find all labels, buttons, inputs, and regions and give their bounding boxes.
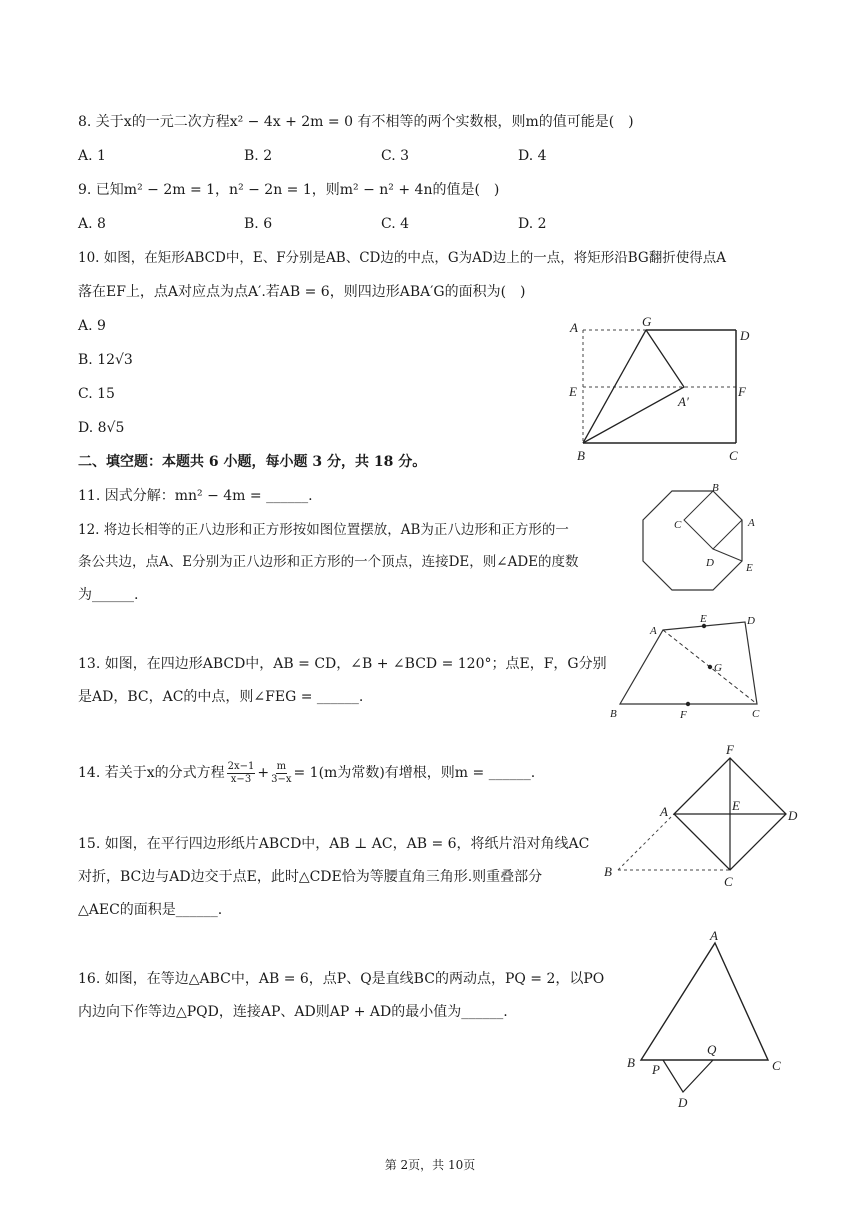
q15-label-d: D bbox=[788, 808, 798, 823]
q9-stem: 9. 已知m² − 2m = 1，n² − 2n = 1，则m² − n² + 4n的值是( ) bbox=[78, 182, 500, 198]
q8-option-a: A. 1 bbox=[78, 148, 106, 164]
q8-option-b: B. 2 bbox=[244, 148, 273, 164]
q10-label-e: E bbox=[569, 384, 577, 399]
q15-label-a: A bbox=[660, 804, 668, 819]
q16-triangle-abc bbox=[641, 943, 768, 1060]
q14-fraction-1-denominator: x−3 bbox=[230, 773, 252, 785]
q14-fraction-2 bbox=[271, 761, 291, 786]
q15-label-c: C bbox=[724, 874, 733, 889]
q14-suffix: = 1(m为常数)有增根，则m = ______. bbox=[293, 765, 536, 781]
q13-label-f: F bbox=[680, 709, 687, 721]
q13-line2: 是AD，BC，AC的中点，则∠FEG = ______. bbox=[78, 689, 364, 705]
q14-stem bbox=[78, 759, 535, 787]
q8-stem: 8. 关于x的一元二次方程x² − 4x + 2m = 0 有不相等的两个实数根，则m的值可能是( ) bbox=[78, 114, 634, 130]
q16-label-p: P bbox=[652, 1062, 660, 1077]
section-heading-fill-in: 二、填空题：本题共 6 小题，每小题 3 分，共 18 分。 bbox=[78, 454, 427, 470]
q13-label-c: C bbox=[752, 708, 760, 720]
q12-octagon bbox=[643, 491, 742, 590]
q9-option-c: C. 4 bbox=[381, 216, 410, 232]
page-number-footer: 第 2页，共 10页 bbox=[384, 1158, 476, 1172]
q12-line2: 条公共边，点A、E分别为正八边形和正方形的一个顶点，连接DE，则∠ADE的度数 bbox=[78, 554, 579, 570]
q12-line3: 为______. bbox=[78, 587, 139, 603]
q9-option-a: A. 8 bbox=[78, 216, 106, 232]
q10-label-c: C bbox=[729, 448, 738, 463]
q10-option-d: D. 8√5 bbox=[78, 420, 125, 436]
q13-label-e: E bbox=[700, 613, 707, 625]
q13-label-d: D bbox=[747, 615, 755, 627]
q13-quadrilateral-figure bbox=[600, 610, 780, 725]
q12-label-e: E bbox=[746, 562, 753, 574]
q15-label-b: B bbox=[604, 864, 612, 879]
q10-option-c: C. 15 bbox=[78, 386, 115, 402]
q10-stem-line2: 落在EF上，点A对应点为点A′.若AB = 6，则四边形ABA′G的面积为( ) bbox=[78, 284, 526, 300]
q16-triangle-figure bbox=[618, 925, 798, 1115]
q8-option-c: C. 3 bbox=[381, 148, 410, 164]
q15-label-f: F bbox=[726, 742, 734, 757]
q14-fraction-1 bbox=[227, 761, 256, 786]
q9-option-d: D. 2 bbox=[518, 216, 547, 232]
q10-label-a-prime: A′ bbox=[678, 394, 689, 409]
q13-line1: 13. 如图，在四边形ABCD中，AB = CD，∠B + ∠BCD = 120°；点E，F，G分别 bbox=[78, 656, 607, 672]
q16-triangle-pqd bbox=[663, 1060, 713, 1092]
q12-line-de bbox=[713, 549, 742, 561]
q12-label-b: B bbox=[712, 482, 719, 494]
q16-line2: 内边向下作等边△PQD，连接AP、AD则AP + AD的最小值为______. bbox=[78, 1004, 508, 1020]
q16-label-a: A bbox=[710, 928, 718, 943]
q12-label-d: D bbox=[706, 557, 714, 569]
q14-fraction-1-numerator: 2x−1 bbox=[227, 760, 255, 772]
q15-parallelogram-figure bbox=[598, 738, 804, 890]
q8-option-d: D. 4 bbox=[518, 148, 547, 164]
q14-plus: + bbox=[257, 765, 270, 781]
q13-point-g bbox=[708, 665, 712, 669]
q13-quadrilateral bbox=[620, 622, 757, 704]
q9-option-b: B. 6 bbox=[244, 216, 273, 232]
q16-label-q: Q bbox=[707, 1042, 717, 1057]
q14-prefix: 14. 若关于x的分式方程 bbox=[78, 765, 225, 781]
q15-line3: △AEC的面积是______. bbox=[78, 902, 223, 918]
q11-stem: 11. 因式分解：mn² − 4m = ______. bbox=[78, 488, 313, 504]
q10-label-a: A bbox=[570, 320, 578, 335]
q13-label-g: G bbox=[714, 662, 722, 674]
q16-label-d: D bbox=[678, 1095, 688, 1110]
q15-line2: 对折，BC边与AD边交于点E，此时△CDE恰为等腰直角三角形.则重叠部分 bbox=[78, 869, 543, 885]
q14-fraction-2-denominator: 3−x bbox=[271, 773, 292, 785]
q12-label-a: A bbox=[748, 517, 755, 529]
q14-fraction-2-numerator: m bbox=[276, 760, 287, 772]
q16-label-c: C bbox=[772, 1058, 781, 1073]
q13-point-f bbox=[686, 702, 690, 706]
q16-label-b: B bbox=[627, 1055, 635, 1070]
q12-octagon-figure bbox=[630, 480, 770, 610]
q10-label-g: G bbox=[642, 314, 652, 329]
q13-label-a: A bbox=[650, 625, 657, 637]
q16-line1: 16. 如图，在等边△ABC中，AB = 6，点P、Q是直线BC的两动点，PQ = 2，以PO bbox=[78, 971, 605, 987]
q13-label-b: B bbox=[610, 708, 617, 720]
q10-label-f: F bbox=[738, 384, 746, 399]
q10-option-a: A. 9 bbox=[78, 318, 106, 334]
q10-label-b: B bbox=[577, 448, 585, 463]
q10-stem-line1: 10. 如图，在矩形ABCD中，E、F分别是AB、CD边的中点，G为AD边上的一点，将矩形沿BG翻折使得点A bbox=[78, 250, 726, 266]
q12-square bbox=[684, 491, 742, 549]
q15-edge-ba-dashed bbox=[618, 814, 674, 870]
q10-label-d: D bbox=[740, 328, 750, 343]
q15-label-e: E bbox=[732, 798, 740, 813]
q10-option-b: B. 12√3 bbox=[78, 352, 133, 368]
q15-line1: 15. 如图，在平行四边形纸片ABCD中，AB ⊥ AC，AB = 6，将纸片沿对角线AC bbox=[78, 836, 590, 852]
q10-rectangle-figure bbox=[560, 310, 760, 470]
q12-line1: 12. 将边长相等的正八边形和正方形按如图位置摆放，AB为正八边形和正方形的一 bbox=[78, 522, 569, 538]
q12-label-c: C bbox=[674, 519, 682, 531]
